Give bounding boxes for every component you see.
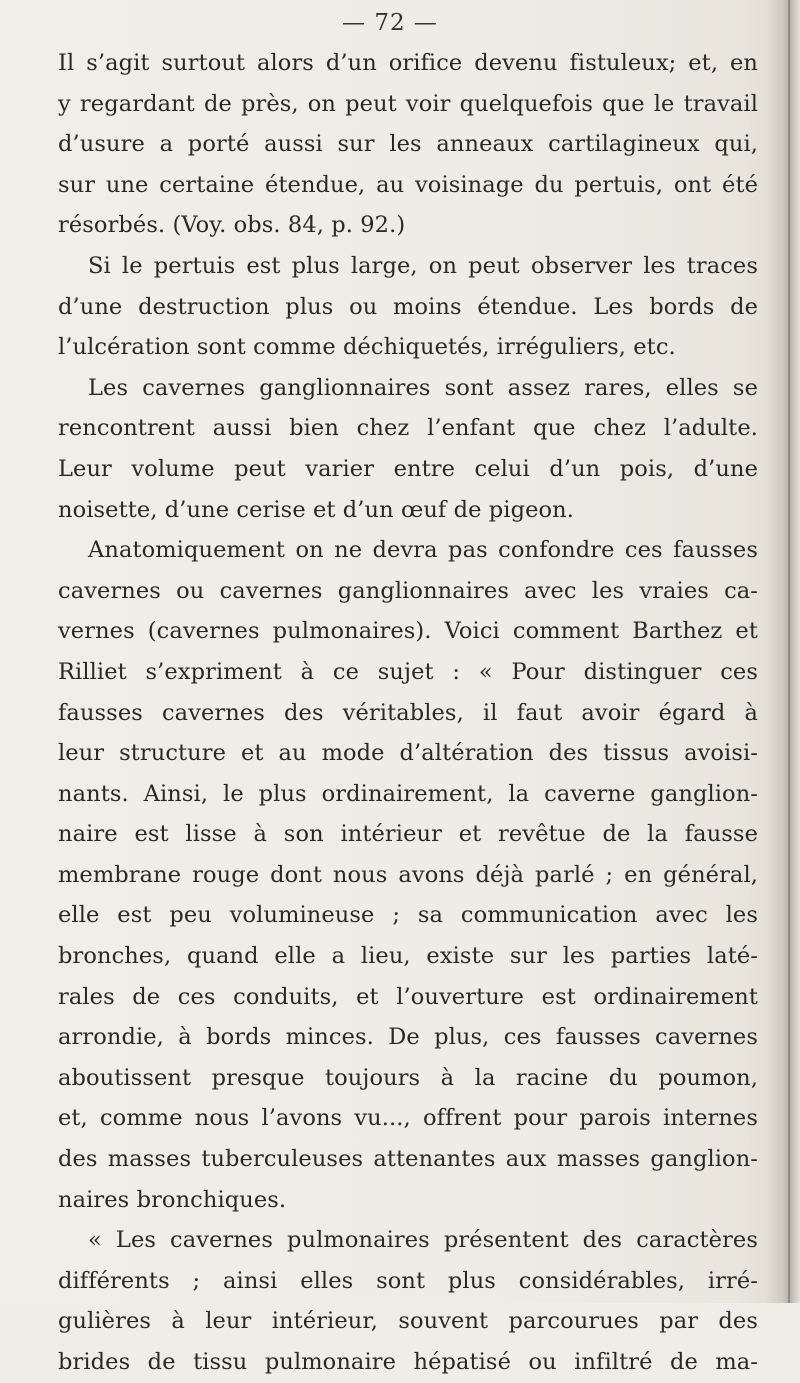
text-line: Leur volume peut varier entre celui d’un pois, d’une [58,455,758,482]
text-line: naire est lisse à son intérieur et revêtue de la fausse [58,821,758,848]
text-line: Les cavernes ganglionnaires sont assez rares, elles se [88,374,758,401]
text-line: des masses tuberculeuses attenantes aux masses ganglion- [58,1146,758,1173]
text-line: arrondie, à bords minces. De plus, ces fausses cavernes [58,1024,758,1051]
text-line: gulières à leur intérieur, souvent parcourues par des [58,1308,758,1335]
text-line: d’usure a porté aussi sur les anneaux cartilagineux qui, [58,131,758,158]
text-line: Il s’agit surtout alors d’un orifice devenu fistuleux; et, en [58,50,758,76]
text-line: d’une destruction plus ou moins étendue. Les bords de [58,293,758,320]
text-line: et, comme nous l’avons vu..., offrent pour parois internes [58,1105,758,1132]
text-line: elle est peu volumineuse ; sa communication avec les [58,902,758,929]
body-text [58,43,758,1383]
text-line: rencontrent aussi bien chez l’enfant que chez l’adulte. [58,415,758,442]
text-line: bronches, quand elle a lieu, existe sur les parties laté- [58,943,758,970]
text-line: membrane rouge dont nous avons déjà parlé ; en général, [58,861,758,888]
text-line: brides de tissu pulmonaire hépatisé ou infiltré de ma- [58,1349,758,1375]
page-edge-line [788,0,790,1303]
text-line: vernes (cavernes pulmonaires). Voici comment Barthez et [58,618,758,645]
text-line: sur une certaine étendue, au voisinage du pertuis, ont été [58,171,758,198]
text-line: résorbés. (Voy. obs. 84, p. 92.) [58,212,406,239]
text-line: nants. Ainsi, le plus ordinairement, la caverne ganglion- [58,780,758,807]
text-line: Rilliet s’expriment à ce sujet : « Pour distinguer ces [58,658,758,685]
text-line: leur structure et au mode d’altération des tissus avoisi- [58,740,758,767]
text-line: cavernes ou cavernes ganglionnaires avec les vraies ca- [58,577,758,604]
text-line: aboutissent presque toujours à la racine du poumon, [58,1064,758,1091]
text-line: naires bronchiques. [58,1186,287,1213]
text-line: l’ulcération sont comme déchiquetés, irréguliers, etc. [58,334,676,361]
text-line: différents ; ainsi elles sont plus considérables, irré- [58,1267,758,1294]
text-line: Si le pertuis est plus large, on peut observer les traces [88,252,758,279]
text-line: rales de ces conduits, et l’ouverture est ordinairement [58,983,758,1010]
text-line: « Les cavernes pulmonaires présentent des caractères [88,1227,758,1254]
text-line: noisette, d’une cerise et d’un œuf de pigeon. [58,496,574,523]
text-line: Anatomiquement on ne devra pas confondre ces fausses [88,537,758,564]
text-line: y regardant de près, on peut voir quelquefois que le travail [58,90,758,117]
text-line: fausses cavernes des véritables, il faut avoir égard à [58,699,758,726]
page-edge-shadow [766,0,800,1303]
page-number: — 72 — [342,10,438,36]
